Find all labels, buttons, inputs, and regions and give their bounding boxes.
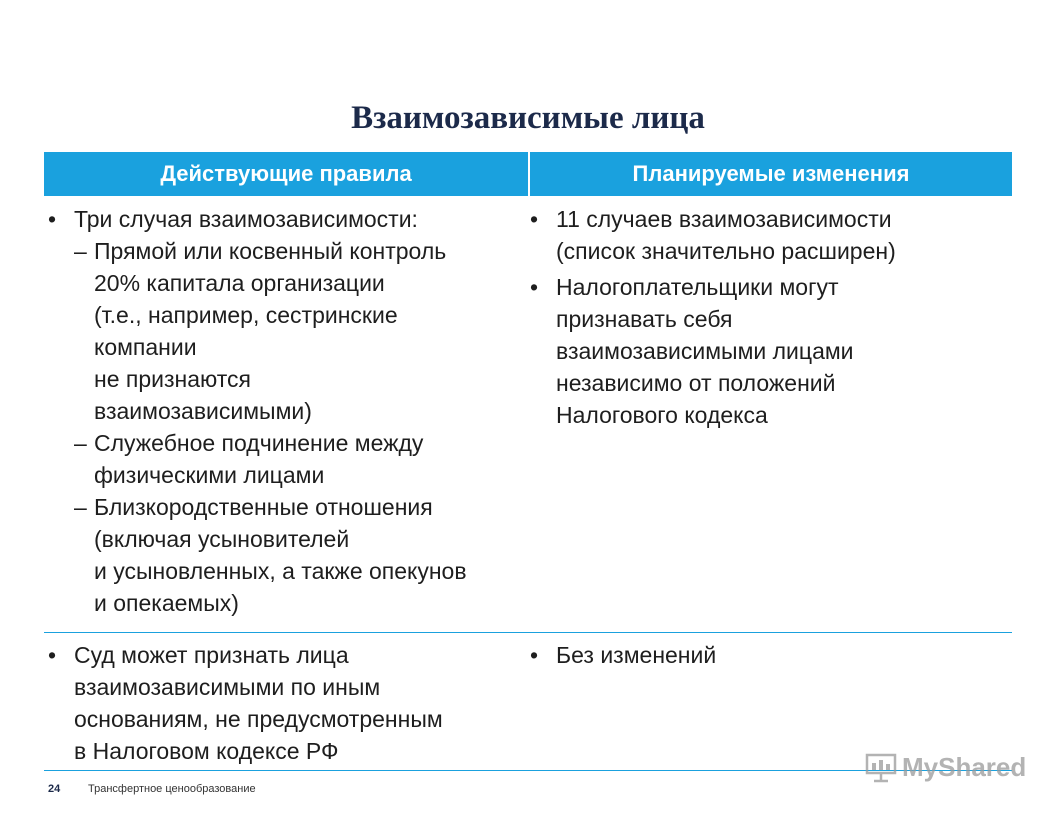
list-item: • Налогоплательщики могут признавать себя взаимозависимыми лицами независимо от положений Налогового кодекса (530, 271, 1008, 431)
footer-title: Трансфертное ценообразование (88, 783, 256, 795)
row-divider (44, 632, 1012, 633)
dash-icon: – (74, 494, 87, 520)
list-item: • Три случая взаимозависимости: (48, 203, 528, 235)
bullet-icon: • (530, 274, 539, 300)
table-header (44, 152, 1012, 196)
row2-left-cell (48, 639, 528, 767)
bullet-icon: • (48, 642, 57, 668)
row1-left-cell (48, 203, 528, 619)
row2-right-cell (530, 639, 1008, 671)
watermark-text: MyShared (902, 752, 1027, 782)
watermark (864, 752, 1026, 783)
bullet-icon: • (48, 206, 57, 232)
sub-item-control: – Прямой или косвенный контроль 20% капитала организации (т.е., например, сестринские компании не признаются взаимозависимыми) (48, 235, 528, 427)
presentation-board-icon (864, 753, 898, 783)
header-planned-changes: Планируемые изменения (632, 161, 910, 186)
page-number: 24 (48, 783, 61, 795)
list-item: • Суд может признать лица взаимозависимыми по иным основаниям, не предусмотренным в Налоговом кодексе РФ (48, 639, 528, 767)
bullet-icon: • (530, 642, 539, 668)
sub-item-subordination: – Служебное подчинение между физическими лицами (48, 427, 528, 491)
sub-item-kinship: – Близкородственные отношения (включая усыновителей и усыновленных, а также опекунов и опекаемых) (48, 491, 528, 619)
row1-right-cell (530, 203, 1008, 431)
bullet-icon: • (530, 206, 539, 232)
list-item: • 11 случаев взаимозависимости (список значительно расширен) (530, 203, 1008, 267)
list-item: • Без изменений (530, 639, 1008, 671)
dash-icon: – (74, 238, 87, 264)
header-current-rules: Действующие правила (44, 152, 530, 196)
slide-title: Взаимозависимые лица (351, 100, 705, 136)
dash-icon: – (74, 430, 87, 456)
